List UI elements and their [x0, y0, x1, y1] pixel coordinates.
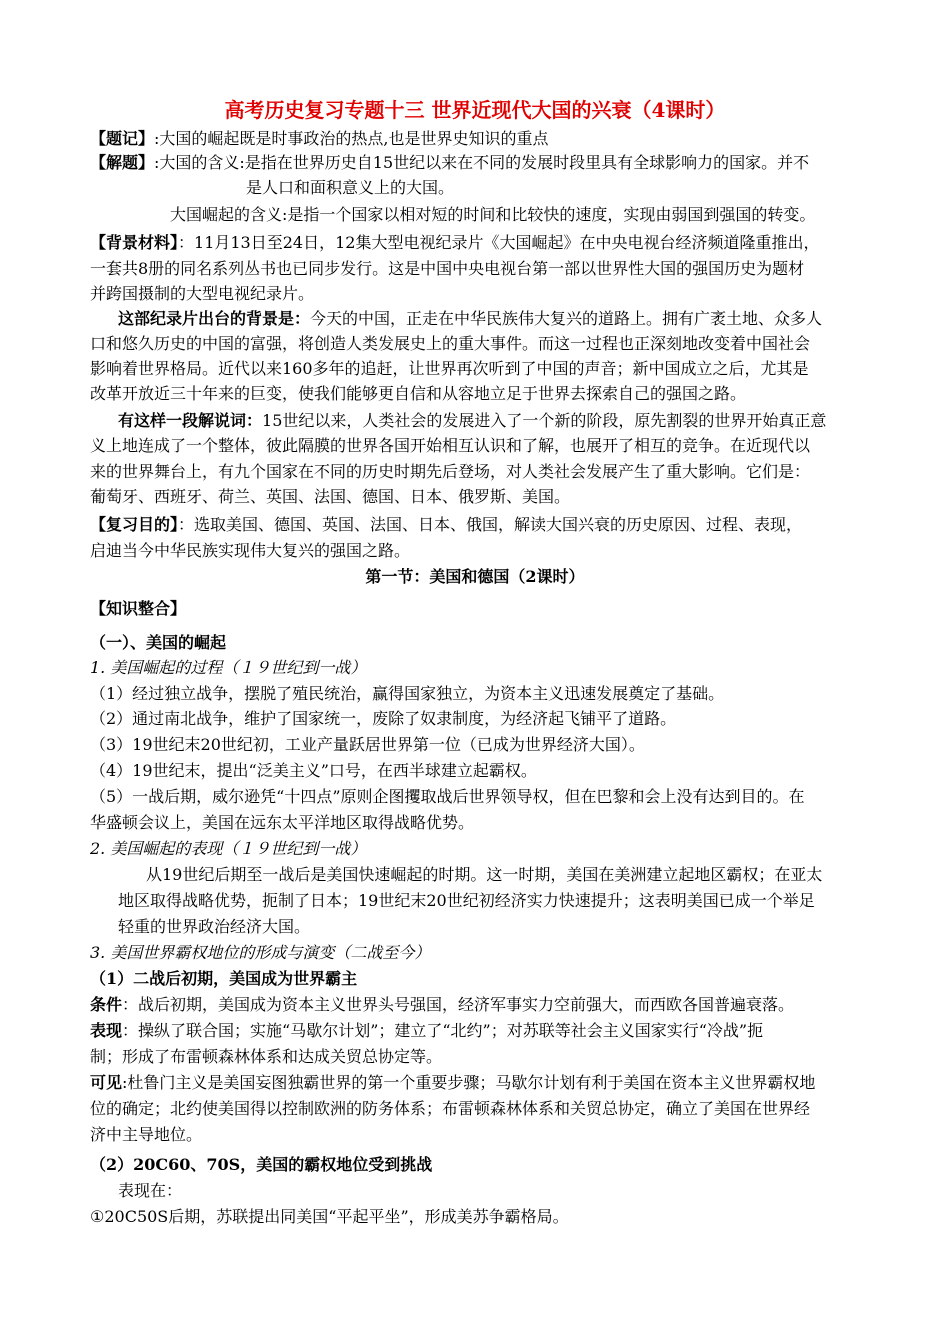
goal-text-1: ：选取美国、德国、英国、法国、日本、俄国，解读大国兴衰的历史原因、过程、表现，: [178, 515, 803, 534]
part-heading-1: （一）、美国的崛起: [90, 633, 227, 652]
narration-text-4: 葡萄牙、西班牙、荷兰、英国、法国、德国、日本、俄罗斯、美国。: [90, 487, 571, 506]
challenge-item-1: ①20C50S后期，苏联提出同美国“平起平坐”，形成美苏争霸格局。: [90, 1207, 569, 1226]
tiji-line: [90, 128, 549, 150]
goal-label: 【复习目的】: [90, 515, 179, 534]
see-label: 可见: [90, 1073, 123, 1092]
see-text-1: :杜鲁门主义是美国妄图独霸世界的第一个重要步骤；马歇尔计划有利于美国在资本主义世界霸权地: [122, 1073, 816, 1092]
section-heading: 第一节：美国和德国（2课时）: [365, 567, 585, 586]
jieti-label: 【解题】: [90, 153, 155, 172]
doc-text-3: 影响着世界格局。近代以来160多年的追赶，让世界再次听到了中国的声音；新中国成立之后，尤其是: [90, 359, 809, 378]
show-label: 表现: [90, 1021, 123, 1040]
goal-text-2: 启迪当今中华民族实现伟大复兴的强国之路。: [90, 541, 411, 560]
doc-text-4: 改革开放近三十年来的巨变，使我们能够更自信和从容地立足于世界去探索自己的强国之路。: [90, 384, 747, 403]
doc-line-1: [118, 308, 822, 330]
narration-line-1: [118, 410, 826, 432]
narration-text-1: 15世纪以来，人类社会的发展进入了一个新的阶段，原先割裂的世界开始真正意: [262, 411, 827, 430]
background-text-3: 并跨国摄制的大型电视纪录片。: [90, 284, 315, 303]
background-label: 【背景材料】: [90, 233, 179, 252]
performance-text-3: 轻重的世界政治经济大国。: [118, 917, 311, 936]
performance-text-2: 地区取得战略优势，扼制了日本；19世纪末20世纪初经济实力快速提升；这表明美国已成一个举足: [118, 891, 815, 910]
show-line-1: [90, 1020, 763, 1042]
condition-line: [90, 994, 794, 1016]
knowledge-heading: 【知识整合】: [90, 599, 187, 618]
doc-text-2: 口和悠久历史的中国的富强，将创造人类发展史上的重大事件。而这一过程也正深刻地改变着中国社会: [90, 334, 811, 353]
tiji-label: 【题记】: [90, 129, 155, 148]
point-heading-2: （2）20C60、70S，美国的霸权地位受到挑战: [90, 1155, 433, 1174]
list-item: （4）19世纪末，提出“泛美主义”口号，在西半球建立起霸权。: [90, 761, 537, 780]
list-item: （3）19世纪末20世纪初，工业产量跃居世界第一位（已成为世界经济大国）。: [90, 735, 645, 754]
see-line-1: [90, 1072, 815, 1094]
list-item: 华盛顿会议上，美国在远东太平洋地区取得战略优势。: [90, 813, 475, 832]
background-line-1: [90, 232, 819, 254]
jieti-text-2: 是人口和面积意义上的大国。: [246, 178, 455, 197]
background-text-2: 一套共8册的同名系列丛书也已同步发行。这是中国中央电视台第一部以世界性大国的强国历史为题材: [90, 259, 805, 278]
background-text-1: ：11月13日至24日，12集大型电视纪录片《大国崛起》在中央电视台经济频道隆重推出，: [178, 233, 820, 252]
list-item: （2）通过南北战争，维护了国家统一，废除了奴隶制度，为经济起飞铺平了道路。: [90, 709, 677, 728]
shown-label: 表现在：: [118, 1181, 183, 1200]
doc-label: 这部纪录片出台的背景是：: [118, 309, 311, 328]
see-text-3: 济中主导地位。: [90, 1125, 203, 1144]
narration-text-2: 义上地连成了一个整体，彼此隔膜的世界各国开始相互认识和了解，也展开了相互的竞争。在近现代以: [90, 436, 811, 455]
jieti-text-1: :大国的含义:是指在世界历史自15世纪以来在不同的发展时段里具有全球影响力的国家。并不: [154, 153, 810, 172]
show-text-2: 制；形成了布雷顿森林体系和达成关贸总协定等。: [90, 1047, 443, 1066]
condition-text: ：战后初期，美国成为资本主义世界头号强国，经济军事实力空前强大，而西欧各国普遍衰落。: [122, 995, 795, 1014]
condition-label: 条件: [90, 995, 123, 1014]
performance-text-1: 从19世纪后期至一战后是美国快速崛起的时期。这一时期，美国在美洲建立起地区霸权；在亚太: [146, 865, 823, 884]
subheading-2: 2. 美国崛起的表现（１９世纪到一战）: [90, 839, 367, 858]
tiji-text: :大国的崛起既是时事政治的热点,也是世界史知识的重点: [154, 129, 549, 148]
see-text-2: 位的确定；北约使美国得以控制欧洲的防务体系；布雷顿森林体系和关贸总协定，确立了美国在世界经: [90, 1099, 811, 1118]
jieti-line: [90, 152, 809, 174]
list-item: （1）经过独立战争，摆脱了殖民统治，赢得国家独立，为资本主义迅速发展奠定了基础。: [90, 684, 725, 703]
jieti-text-3: 大国崛起的含义:是指一个国家以相对短的时间和比较快的速度，实现由弱国到强国的转变。: [170, 205, 816, 224]
doc-text-1: 今天的中国，正走在中华民族伟大复兴的道路上。拥有广袤土地、众多人: [310, 309, 823, 328]
show-text-1: ：操纵了联合国；实施“马歇尔计划”；建立了“北约”；对苏联等社会主义国家实行“冷战”扼: [122, 1021, 764, 1040]
subheading-3: 3. 美国世界霸权地位的形成与演变（二战至今）: [90, 943, 431, 962]
narration-text-3: 来的世界舞台上，有九个国家在不同的历史时期先后登场，对人类社会发展产生了重大影响。它们是：: [90, 462, 811, 481]
subheading-1: 1. 美国崛起的过程（１９世纪到一战）: [90, 658, 367, 677]
goal-line-1: [90, 514, 802, 536]
document-title: 高考历史复习专题十三 世界近现代大国的兴衰（4课时）: [224, 98, 726, 122]
list-item: （5）一战后期，威尔逊凭“十四点”原则企图攫取战后世界领导权，但在巴黎和会上没有达到目的。在: [90, 787, 805, 806]
narration-label: 有这样一段解说词：: [118, 411, 263, 430]
point-heading-1: （1）二战后初期，美国成为世界霸主: [90, 969, 358, 988]
